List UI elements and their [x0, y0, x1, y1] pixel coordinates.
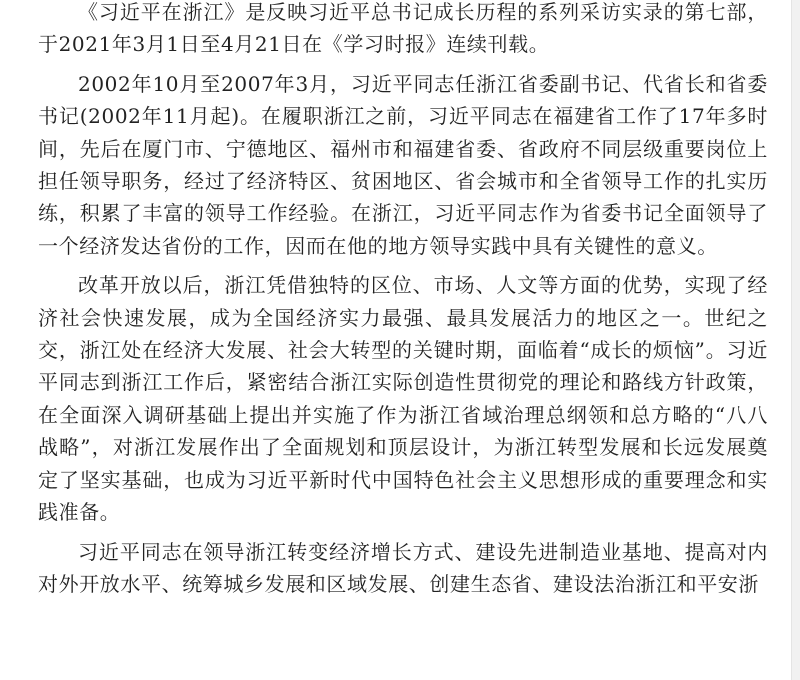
vertical-scrollbar[interactable] [791, 0, 800, 680]
paragraph-reform: 改革开放以后，浙江凭借独特的区位、市场、人文等方面的优势，实现了经济社会快速发展，成为全国经济实力最强、最具发展活力的地区之一。世纪之交，浙江处在经济大发展、社会大转型的关键时期，面临着“成长的烦恼”。习近平同志到浙江工作后，紧密结合浙江实际创造性贯彻党的理论和路线方针政策，在全面深入调研基础上提出并实施了作为浙江省域治理总纲领和总方略的“八八战略”，对浙江发展作出了全面规划和顶层设计，为浙江转型发展和长远发展奠定了坚实基础，也成为习近平新时代中国特色社会主义思想形成的重要理念和实践准备。 [38, 273, 768, 525]
paragraph-tenure: 2002年10月至2007年3月，习近平同志任浙江省委副书记、代省长和省委书记(2002年11月起)。在履职浙江之前，习近平同志在福建省工作了17年多时间，先后在厦门市、宁德地区、福州市和福建省委、省政府不同层级重要岗位上担任领导职务，经过了经济特区、贫困地区、省会城市和全省领导工作的扎实历练，积累了丰富的领导工作经验。在浙江，习近平同志作为省委书记全面领导了一个经济发达省份的工作，因而在他的地方领导实践中具有关键性的意义。 [38, 71, 768, 258]
paragraph-leadership: 习近平同志在领导浙江转变经济增长方式、建设先进制造业基地、提高对内对外开放水平、统筹城乡发展和区域发展、创建生态省、建设法治浙江和平安浙 [38, 539, 768, 596]
article-body [38, 0, 768, 607]
paragraph-intro: 《习近平在浙江》是反映习近平总书记成长历程的系列采访实录的第七部，于2021年3月1日至4月21日在《学习时报》连续刊载。 [38, 0, 768, 57]
